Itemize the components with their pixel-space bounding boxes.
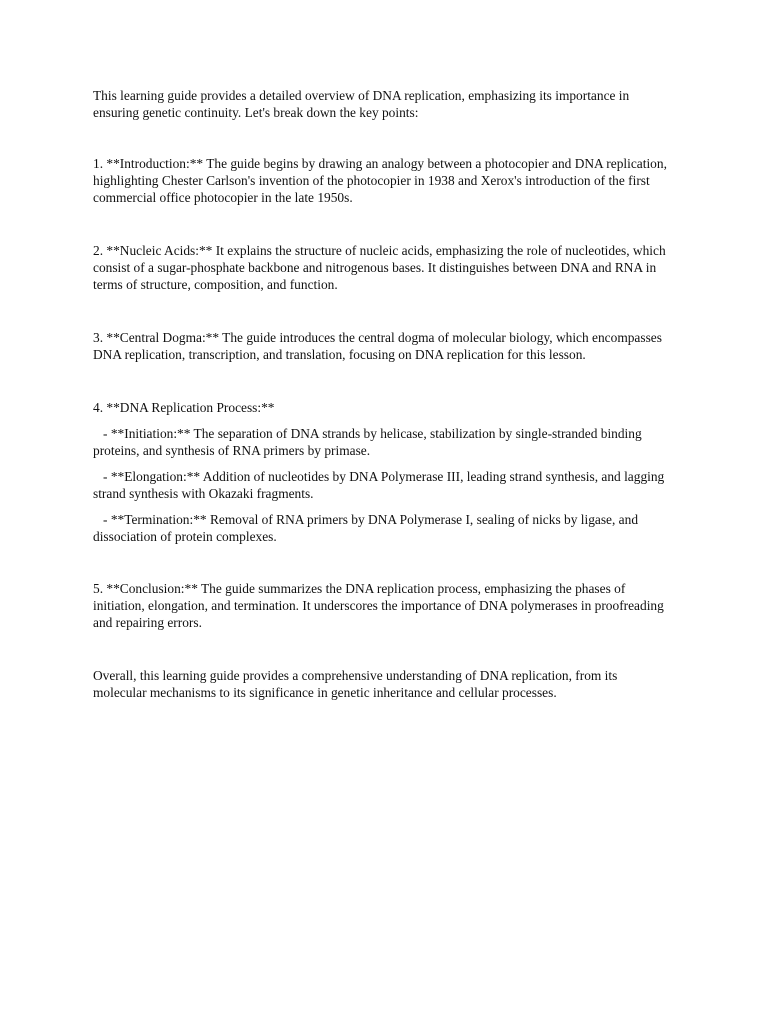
section-nucleic-acids: 2. **Nucleic Acids:** It explains the structure of nucleic acids, emphasizing the role of nucleotides, which consist of a sugar-phosphate backbone and nitrogenous bases. It distinguishes between DNA and RNA in terms of structure, composition, and function. xyxy=(93,243,666,292)
step-elongation: - **Elongation:** Addition of nucleotides by DNA Polymerase III, leading strand synthesis, and lagging strand synthesis with Okazaki fragments. xyxy=(93,469,668,501)
section-central-dogma: 3. **Central Dogma:** The guide introduces the central dogma of molecular biology, which encompasses DNA replication, transcription, and translation, focusing on DNA replication for this lesson. xyxy=(93,330,662,362)
document-body xyxy=(93,87,673,701)
step-termination: - **Termination:** Removal of RNA primers by DNA Polymerase I, sealing of nicks by ligase, and dissociation of protein complexes. xyxy=(93,512,642,544)
step-initiation: - **Initiation:** The separation of DNA strands by helicase, stabilization by single-stranded binding proteins, and synthesis of RNA primers by primase. xyxy=(93,426,646,458)
intro-paragraph: This learning guide provides a detailed overview of DNA replication, emphasizing its importance in ensuring genetic continuity. Let's break down the key points: xyxy=(93,88,630,120)
section-conclusion: 5. **Conclusion:** The guide summarizes the DNA replication process, emphasizing the phases of initiation, elongation, and termination. It underscores the importance of DNA polymerases in proofreading and repairing errors. xyxy=(93,581,664,630)
overall-paragraph: Overall, this learning guide provides a comprehensive understanding of DNA replication, from its molecular mechanisms to its significance in genetic inheritance and cellular processes. xyxy=(93,668,618,700)
section-introduction: 1. **Introduction:** The guide begins by drawing an analogy between a photocopier and DNA replication, highlighting Chester Carlson's invention of the photocopier in 1938 and Xerox's introduction of the first commercial office photocopier in the late 1950s. xyxy=(93,156,667,205)
section-replication-process-heading: 4. **DNA Replication Process:** xyxy=(93,400,275,415)
